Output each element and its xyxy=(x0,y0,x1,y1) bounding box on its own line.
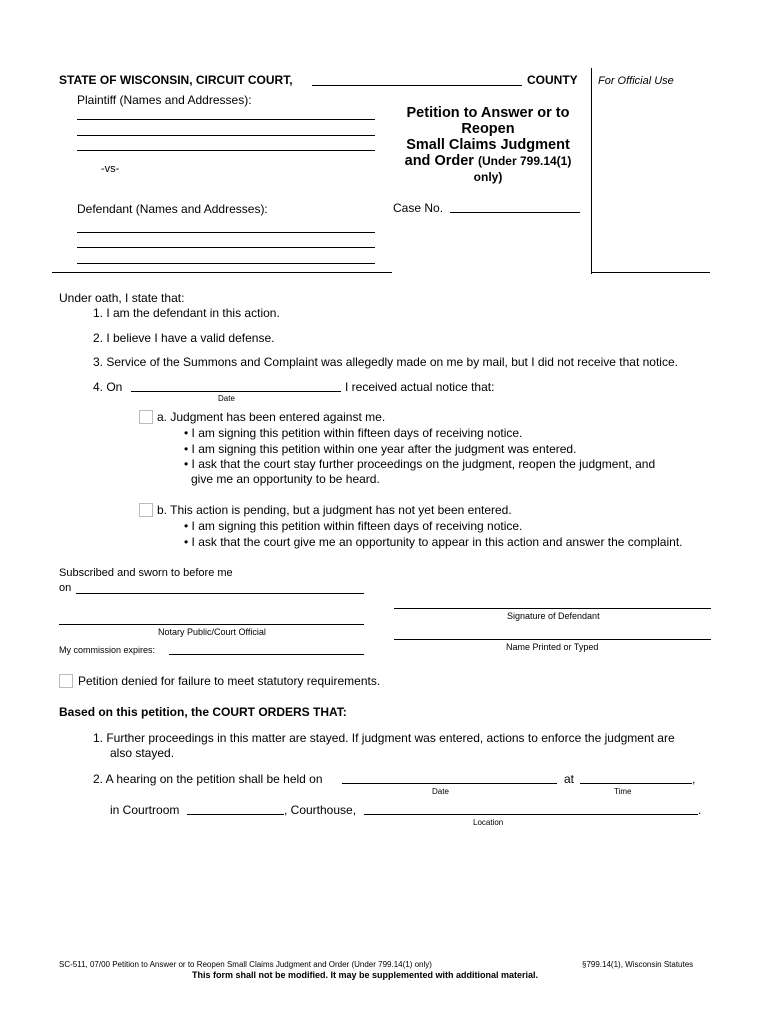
name-printed-line[interactable] xyxy=(394,639,711,640)
footer-form-id: SC-511, 07/00 Petition to Answer or to Reopen Small Claims Judgment and Order (Under 799.14(1) only) xyxy=(59,960,432,969)
title-line-2: Reopen xyxy=(461,121,515,137)
option-a-label: a. Judgment has been entered against me. xyxy=(157,410,386,424)
county-field[interactable] xyxy=(312,85,522,86)
petition-denied-label: Petition denied for failure to meet statutory requirements. xyxy=(78,674,381,688)
hearing-time-comma: , xyxy=(692,772,696,786)
location-period: . xyxy=(698,803,702,817)
option-b-checkbox[interactable] xyxy=(139,503,153,517)
notary-signature-line[interactable] xyxy=(59,624,364,625)
option-b-bullet-1: • I am signing this petition within fifteen days of receiving notice. xyxy=(184,519,523,533)
defendant-label: Defendant (Names and Addresses): xyxy=(77,202,268,216)
oath-item-4-text: I received actual notice that: xyxy=(345,380,495,394)
case-no-field[interactable] xyxy=(450,212,580,213)
commission-field[interactable] xyxy=(169,654,364,655)
title-line-4-small: (Under 799.14(1) xyxy=(477,154,572,168)
petition-denied-checkbox[interactable] xyxy=(59,674,73,688)
case-no-label: Case No. xyxy=(393,201,444,215)
official-use-label: For Official Use xyxy=(598,75,674,87)
county-label: COUNTY xyxy=(527,73,578,87)
signature-caption: Signature of Defendant xyxy=(507,611,600,621)
notice-date-field[interactable] xyxy=(131,391,341,392)
option-b-label: b. This action is pending, but a judgment has not yet been entered. xyxy=(157,503,512,517)
footer-statute: §799.14(1), Wisconsin Statutes xyxy=(582,960,694,969)
courtroom-label: in Courtroom xyxy=(110,803,180,817)
caption-bottom-rule xyxy=(52,272,392,273)
hearing-date-caption: Date xyxy=(432,787,449,796)
vs-label: -vs- xyxy=(101,163,120,175)
option-a-bullet-3-cont: give me an opportunity to be heard. xyxy=(191,472,380,486)
official-use-divider xyxy=(591,68,592,274)
title-line-4-main: and Order xyxy=(404,153,478,169)
title-line-1: Petition to Answer or to xyxy=(406,105,570,121)
oath-intro: Under oath, I state that: xyxy=(59,291,185,305)
option-a-bullet-3: • I ask that the court stay further proceedings on the judgment, reopen the judgment, and xyxy=(184,457,656,471)
commission-label: My commission expires: xyxy=(59,645,156,655)
oath-item-2: 2. I believe I have a valid defense. xyxy=(93,331,275,345)
defendant-line-1[interactable] xyxy=(77,232,375,233)
sworn-date-field[interactable] xyxy=(76,593,364,594)
title-line-4 xyxy=(393,153,583,169)
footer-notice: This form shall not be modified. It may be supplemented with additional material. xyxy=(192,970,539,980)
order-item-2: 2. A hearing on the petition shall be held on xyxy=(93,772,323,786)
courthouse-location-field[interactable] xyxy=(364,814,698,815)
oath-item-3: 3. Service of the Summons and Complaint was allegedly made on me by mail, but I did not receive that notice. xyxy=(93,355,678,369)
defendant-signature-line[interactable] xyxy=(394,608,711,609)
option-a-bullet-1: • I am signing this petition within fifteen days of receiving notice. xyxy=(184,426,523,440)
plaintiff-line-1[interactable] xyxy=(77,119,375,120)
courtroom-field[interactable] xyxy=(187,814,284,815)
plaintiff-line-3[interactable] xyxy=(77,150,375,151)
notary-caption: Notary Public/Court Official xyxy=(158,627,266,637)
plaintiff-line-2[interactable] xyxy=(77,135,375,136)
hearing-at-label: at xyxy=(564,772,575,786)
plaintiff-label: Plaintiff (Names and Addresses): xyxy=(77,93,252,107)
oath-item-4-on: 4. On xyxy=(93,380,123,394)
sworn-label: Subscribed and sworn to before me xyxy=(59,567,233,579)
sworn-on-label: on xyxy=(59,582,72,594)
location-caption: Location xyxy=(473,818,504,827)
defendant-line-3[interactable] xyxy=(77,263,375,264)
title-line-5: only) xyxy=(473,170,503,184)
oath-item-1: 1. I am the defendant in this action. xyxy=(93,306,280,320)
hearing-date-field[interactable] xyxy=(342,783,557,784)
name-printed-caption: Name Printed or Typed xyxy=(506,642,599,652)
official-use-bottom-rule xyxy=(591,272,710,273)
option-a-bullet-2: • I am signing this petition within one year after the judgment was entered. xyxy=(184,442,577,456)
order-item-1-cont: also stayed. xyxy=(110,746,175,760)
order-item-1: 1. Further proceedings in this matter are stayed. If judgment was entered, actions to enforce the judgment are xyxy=(93,731,675,745)
courthouse-label: , Courthouse, xyxy=(284,803,357,817)
court-header: STATE OF WISCONSIN, CIRCUIT COURT, xyxy=(59,73,293,87)
title-line-3: Small Claims Judgment xyxy=(406,137,570,153)
defendant-line-2[interactable] xyxy=(77,247,375,248)
orders-heading: Based on this petition, the COURT ORDERS THAT: xyxy=(59,705,347,719)
hearing-time-field[interactable] xyxy=(580,783,692,784)
hearing-time-caption: Time xyxy=(614,787,632,796)
option-b-bullet-2: • I ask that the court give me an opportunity to appear in this action and answer the complaint. xyxy=(184,535,683,549)
option-a-checkbox[interactable] xyxy=(139,410,153,424)
form-title xyxy=(393,105,583,185)
notice-date-caption: Date xyxy=(218,394,235,403)
